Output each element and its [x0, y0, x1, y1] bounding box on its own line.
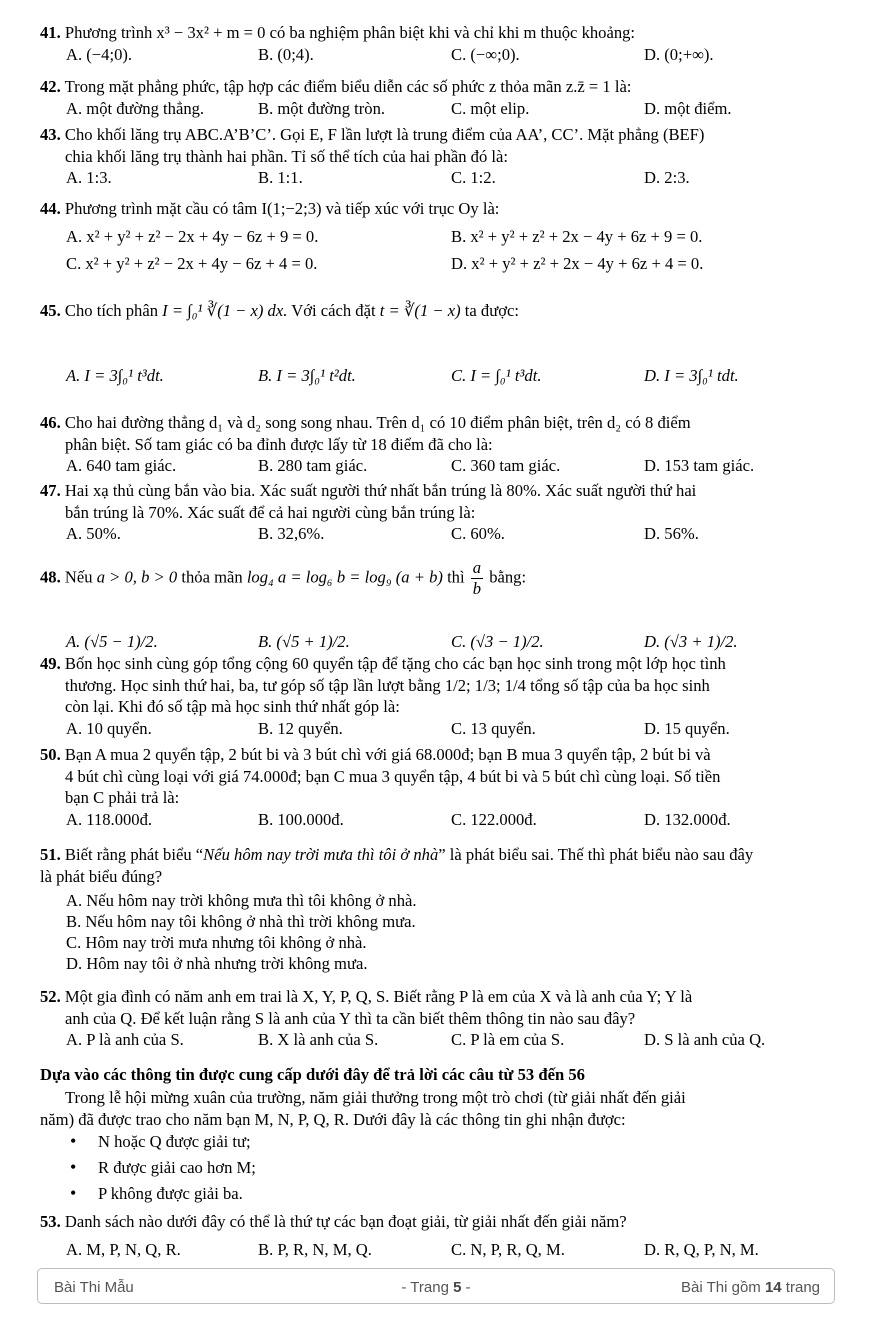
question-45	[40, 300, 852, 386]
option-a[interactable]: A. (−4;0).	[66, 44, 133, 64]
question-stem: 41. Phương trình x³ − 3x² + m = 0 có ba nghiệm phân biệt khi và chỉ khi m thuộc khoảng:	[40, 23, 636, 42]
option-b[interactable]: B. 100.000đ.	[258, 809, 344, 829]
bullet-item: • N hoặc Q được giải tư;	[40, 1131, 256, 1157]
question-stem: 46. Cho hai đường thẳng d₁ và d₂ song song nhau. Trên d₁ có 10 điểm phân biệt, trên d₂ có 8 điểm	[40, 413, 691, 432]
footer-exam-name: Bài Thi Mẫu	[54, 1279, 134, 1296]
answer-options	[40, 167, 852, 188]
question-42	[40, 76, 852, 119]
option-c[interactable]: C. P là em của S.	[451, 1030, 565, 1049]
option-c[interactable]: C. N, P, R, Q, M.	[451, 1239, 565, 1259]
option-d[interactable]: D. Hôm nay tôi ở nhà nhưng trời không mưa.	[66, 954, 368, 973]
fraction-a-over-b: $\frac{a}{b}$	[472, 558, 482, 598]
option-c[interactable]: C. (√3 − 1)/2.	[451, 632, 544, 651]
question-stem: 50. Bạn A mua 2 quyển tập, 2 bút bi và 3 bút chì với giá 68.000đ; bạn B mua 3 quyển tập, 2 bút bi và	[40, 745, 711, 764]
question-stem: 52. Một gia đình có năm anh em trai là X, Y, P, Q, S. Biết rằng P là em của X và là anh của Y; Y là	[40, 987, 693, 1006]
option-a[interactable]: A. P là anh của S.	[66, 1030, 184, 1049]
bullet-list	[40, 1131, 256, 1209]
question-stem: 49. Bốn học sinh cùng góp tổng cộng 60 quyển tập để tặng cho các bạn học sinh trong một lớp học tình	[40, 654, 726, 673]
answer-options	[40, 1239, 852, 1260]
option-d[interactable]: D. 15 quyển.	[644, 718, 730, 738]
question-43: 43. Cho khối lăng trụ ABC.A’B’C’. Gọi E, F lần lượt là trung điểm của AA’, CC’. Mặt phẳng (BEF) chia khối lăng trụ thành hai phần. Tỉ số thể tích của hai phần đó là: A. 1:3. B. 1:1. C. 1:2. D. 2:3.	[40, 124, 852, 188]
option-b[interactable]: B. P, R, N, M, Q.	[258, 1239, 372, 1259]
option-a[interactable]: A. 1:3.	[66, 168, 112, 187]
option-c[interactable]: C. một elip.	[451, 98, 530, 118]
bullet-item: • R được giải cao hơn M;	[40, 1157, 256, 1183]
question-stem: 45. Cho tích phân I = ∫₀¹ ∛(1 − x) dx. Với cách đặt t = ∛(1 − x) ta được:	[40, 301, 519, 320]
option-b[interactable]: B. 12 quyển.	[258, 718, 343, 738]
option-a[interactable]: A. M, P, N, Q, R.	[66, 1239, 181, 1259]
option-d[interactable]: D. 132.000đ.	[644, 809, 731, 829]
answer-options	[40, 253, 852, 274]
option-a[interactable]: A. Nếu hôm nay trời không mưa thì tôi không ở nhà.	[66, 891, 417, 910]
question-stem: 51. Biết rằng phát biểu “Nếu hôm nay trời mưa thì tôi ở nhà” là phát biểu sai. Thế thì phát biểu nào sau đây	[40, 845, 754, 864]
answer-options	[40, 226, 852, 247]
option-a[interactable]: A. I = 3∫₀¹ t³dt.	[66, 365, 164, 385]
option-d[interactable]: D. R, Q, P, N, M.	[644, 1239, 759, 1259]
question-52: 52. Một gia đình có năm anh em trai là X, Y, P, Q, S. Biết rằng P là em của X và là anh của Y; Y là anh của Q. Để kết luận rằng S là anh của Y thì ta cần biết thêm thông tin nào sau đây? A. P là anh của S. B. X là anh của S. C. P là em của S. D. S là anh của Q.	[40, 986, 852, 1050]
answer-options	[40, 44, 852, 65]
option-d[interactable]: D. một điểm.	[644, 98, 732, 118]
footer-page-number: - Trang 5 -	[401, 1279, 471, 1296]
question-stem: 44. Phương trình mặt cầu có tâm I(1;−2;3) và tiếp xúc với trục Oy là:	[40, 199, 500, 218]
answer-options	[40, 523, 852, 544]
question-53	[40, 1211, 852, 1260]
section-info: Trong lễ hội mừng xuân của trường, năm giải thưởng trong một trò chơi (từ giải nhất đến giải năm) đã được trao cho năm bạn M, N, P, Q, R. Dưới đây là các thông tin ghi nhận được:	[40, 1088, 686, 1129]
question-stem: 53. Danh sách nào dưới đây có thể là thứ tự các bạn đoạt giải, từ giải nhất đến giải năm?	[40, 1212, 627, 1231]
option-b[interactable]: B. I = 3∫₀¹ t²dt.	[258, 365, 356, 385]
option-c[interactable]: C. 1:2.	[451, 168, 496, 187]
option-b[interactable]: B. X là anh của S.	[258, 1030, 379, 1049]
bullet-item: • P không được giải ba.	[40, 1183, 256, 1209]
option-b[interactable]: B. (√5 + 1)/2.	[258, 632, 350, 651]
option-b[interactable]: B. 1:1.	[258, 168, 303, 187]
option-b[interactable]: B. (0;4).	[258, 44, 314, 64]
answer-options	[40, 98, 852, 119]
option-c[interactable]: C. x² + y² + z² − 2x + 4y − 6z + 4 = 0.	[66, 253, 318, 273]
question-49: 49. Bốn học sinh cùng góp tổng cộng 60 quyển tập để tặng cho các bạn học sinh trong một lớp học tình thương. Học sinh thứ hai, ba, tư góp số tập lần lượt bằng 1/2; 1/3; 1/4 tổng số tập của ba học sinh còn lại. Khi đó số tập mà học sinh thứ nhất góp là: A. 10 quyển. B. 12 quyển. C. 13 quyển. D. 15 quyển.	[40, 653, 852, 739]
option-b[interactable]: B. 32,6%.	[258, 524, 325, 543]
option-d[interactable]: D. I = 3∫₀¹ tdt.	[644, 365, 739, 385]
option-c[interactable]: C. (−∞;0).	[451, 44, 520, 64]
question-stem: 43. Cho khối lăng trụ ABC.A’B’C’. Gọi E, F lần lượt là trung điểm của AA’, CC’. Mặt phẳng (BEF)	[40, 125, 705, 144]
option-b[interactable]: B. Nếu hôm nay tôi không ở nhà thì trời không mưa.	[66, 912, 416, 931]
option-a[interactable]: A. một đường thẳng.	[66, 98, 205, 118]
option-d[interactable]: D. 153 tam giác.	[644, 456, 755, 475]
quoted-statement: Nếu hôm nay trời mưa thì tôi ở nhà	[203, 845, 439, 864]
question-number: 41	[40, 23, 57, 42]
question-stem: 48. Nếu a > 0, b > 0 thỏa mãn log₄ a = log₆ b = log₉ (a + b) thì $\frac{a}{b}$ bằng:	[40, 558, 527, 598]
option-b[interactable]: B. x² + y² + z² + 2x − 4y + 6z + 9 = 0.	[451, 226, 703, 246]
option-d[interactable]: D. S là anh của Q.	[644, 1030, 766, 1049]
question-44	[40, 198, 852, 274]
answer-options	[40, 455, 852, 476]
option-c[interactable]: C. I = ∫₀¹ t³dt.	[451, 365, 542, 385]
question-50: 50. Bạn A mua 2 quyển tập, 2 bút bi và 3 bút chì với giá 68.000đ; bạn B mua 3 quyển tập, 2 bút bi và 4 bút chì cùng loại với giá 74.000đ; bạn C mua 3 quyển tập, 4 bút bi và 5 bút chì cùng loại. Số tiền bạn C phải trả là: A. 118.000đ. B. 100.000đ. C. 122.000đ. D. 132.000đ.	[40, 744, 852, 830]
integral-expression: I = ∫₀¹ ∛(1 − x) dx.	[162, 301, 288, 320]
section-title: Dựa vào các thông tin được cung cấp dưới đây để trả lời các câu từ 53 đến 56	[40, 1065, 585, 1084]
option-c[interactable]: C. 13 quyển.	[451, 718, 536, 738]
answer-options	[40, 809, 852, 830]
option-c[interactable]: C. 360 tam giác.	[451, 456, 561, 475]
option-c[interactable]: C. 60%.	[451, 524, 505, 543]
answer-options	[40, 718, 852, 739]
option-c[interactable]: C. Hôm nay trời mưa nhưng tôi không ở nhà.	[66, 933, 367, 952]
question-stem: 42. Trong mặt phẳng phức, tập hợp các điểm biểu diễn các số phức z thỏa mãn z.z̄ = 1 là:	[40, 77, 632, 96]
option-d[interactable]: D. 56%.	[644, 524, 699, 543]
option-a[interactable]: A. 50%.	[66, 524, 121, 543]
option-d[interactable]: D. (0;+∞).	[644, 44, 714, 64]
question-48	[40, 558, 852, 652]
question-stem: 47. Hai xạ thủ cùng bắn vào bia. Xác suất người thứ nhất bắn trúng là 80%. Xác suất người thứ hai	[40, 481, 697, 500]
option-a[interactable]: A. (√5 − 1)/2.	[66, 632, 158, 651]
answer-options	[40, 365, 852, 386]
question-41	[40, 22, 852, 65]
option-a[interactable]: A. 10 quyển.	[66, 718, 152, 738]
option-a[interactable]: A. 118.000đ.	[66, 809, 153, 829]
question-47: 47. Hai xạ thủ cùng bắn vào bia. Xác suất người thứ nhất bắn trúng là 80%. Xác suất người thứ hai bắn trúng là 70%. Xác suất để cả hai người cùng bắn trúng là: A. 50%. B. 32,6%. C. 60%. D. 56%.	[40, 480, 852, 544]
option-d[interactable]: D. x² + y² + z² + 2x − 4y + 6z + 4 = 0.	[451, 253, 704, 273]
option-b[interactable]: B. 280 tam giác.	[258, 456, 368, 475]
answer-options	[40, 1029, 852, 1050]
question-51: 51. Biết rằng phát biểu “Nếu hôm nay trời mưa thì tôi ở nhà” là phát biểu sai. Thế thì phát biểu nào sau đây là phát biểu đúng? A. Nếu hôm nay trời không mưa thì tôi không ở nhà. B. Nếu hôm nay tôi không ở nhà thì trời không mưa. C. Hôm nay trời mưa nhưng tôi không ở nhà. D. Hôm nay tôi ở nhà nhưng trời không mưa.	[40, 844, 852, 974]
answer-options	[40, 631, 852, 652]
option-d[interactable]: D. 2:3.	[644, 168, 690, 187]
footer-total-pages: Bài Thi gồm 14 trang	[681, 1279, 820, 1296]
option-c[interactable]: C. 122.000đ.	[451, 809, 537, 829]
question-46: 46. Cho hai đường thẳng d₁ và d₂ song song nhau. Trên d₁ có 10 điểm phân biệt, trên d₂ có 8 điểm phân biệt. Số tam giác có ba đỉnh được lấy từ 18 điểm đã cho là: A. 640 tam giác. B. 280 tam giác. C. 360 tam giác. D. 153 tam giác.	[40, 412, 852, 476]
option-d[interactable]: D. (√3 + 1)/2.	[644, 632, 738, 651]
option-b[interactable]: B. một đường tròn.	[258, 98, 386, 118]
page-footer	[37, 1268, 835, 1304]
log-equation: log₄ a = log₆ b = log₉ (a + b)	[246, 567, 443, 587]
substitution-expression: t = ∛(1 − x)	[379, 301, 461, 320]
option-a[interactable]: A. x² + y² + z² − 2x + 4y − 6z + 9 = 0.	[66, 226, 319, 246]
option-a[interactable]: A. 640 tam giác.	[66, 456, 177, 475]
